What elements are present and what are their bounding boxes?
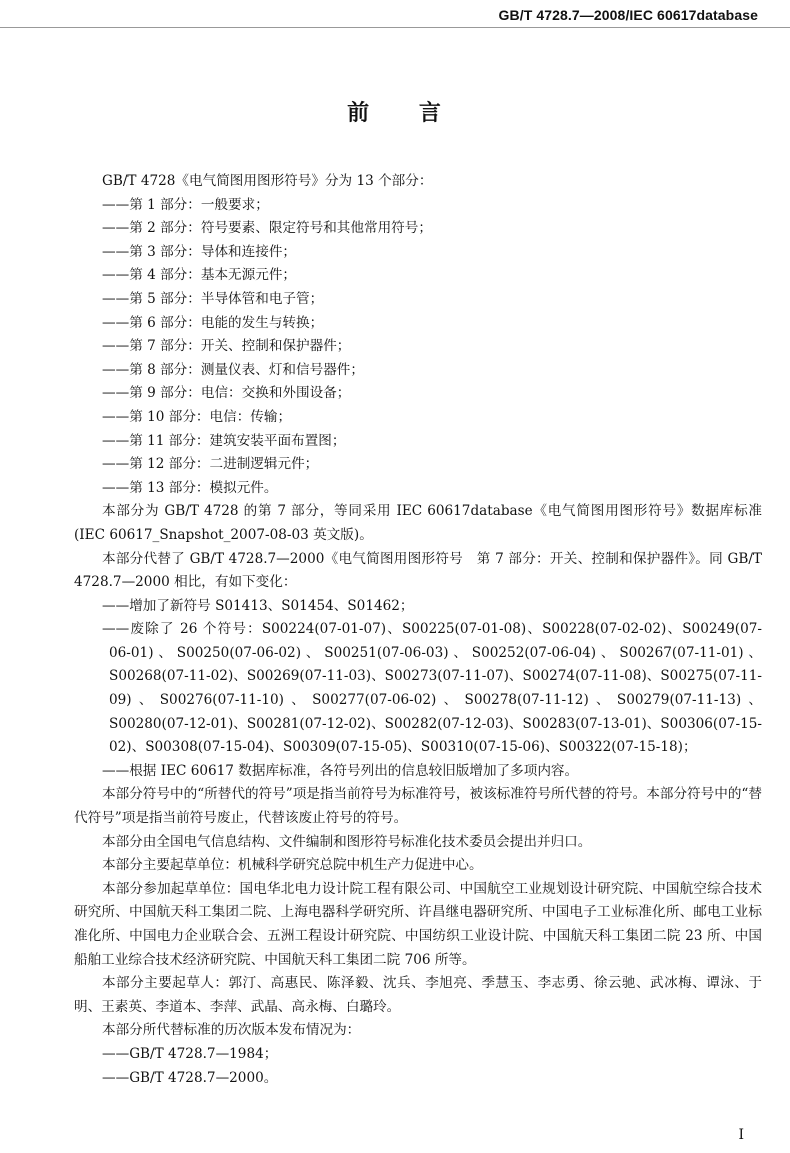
list-item: ——第 6 部分：电能的发生与转换；	[102, 314, 324, 331]
list-item: ——第 7 部分：开关、控制和保护器件；	[102, 338, 351, 355]
main-drafting-unit-paragraph: 本部分主要起草单位：机械科学研究总院中机生产力促进中心。	[102, 857, 483, 874]
page-number: I	[738, 1127, 744, 1143]
list-item: ——根据 IEC 60617 数据库标准，各符号列出的信息较旧版增加了多项内容。	[102, 762, 579, 779]
page-title	[0, 96, 790, 127]
history-intro-paragraph: 本部分所代替标准的历次版本发布情况为：	[102, 1022, 361, 1039]
list-item: ——第 12 部分：二进制逻辑元件；	[102, 456, 319, 473]
equivalence-paragraph: 本部分为 GB/T 4728 的第 7 部分，等同采用 IEC 60617database《电气简图用图形符号》数据库标准(IEC 60617_Snapshot_2007-08-03 英文版)。	[74, 503, 762, 543]
header-rule	[0, 27, 790, 28]
list-item: ——GB/T 4728.7—2000。	[102, 1069, 278, 1086]
list-item: ——第 5 部分：半导体管和电子管；	[102, 290, 324, 307]
list-item: ——第 4 部分：基本无源元件；	[102, 267, 297, 284]
list-item: ——增加了新符号 S01413、S01454、S01462；	[102, 597, 414, 614]
list-item: ——第 11 部分：建筑安装平面布置图；	[102, 432, 346, 449]
intro-paragraph: GB/T 4728《电气简图用图形符号》分为 13 个部分：	[102, 173, 433, 189]
list-item: ——第 2 部分：符号要素、限定符号和其他常用符号；	[102, 220, 432, 237]
list-item: ——废除了 26 个符号：S00224(07-01-07)、S00225(07-01-08)、S00228(07-02-02)、S00249(07-06-01)、S00250(07-06-02)、S00251(07-06-03)、S00252(07-06-04)、S00267(07-11-01)、S00268(07-11-02)、S00269(07-11-03)、S00273(07-11-07)、S00274(07-11-08)、S00275(07-11-09)、S00276(07-11-10)、S00277(07-06-02)、S00278(07-11-12)、S00279(07-11-13)、S00280(07-12-01)、S00281(07-12-02)、S00282(07-12-03)、S00283(07-13-01)、S00306(07-15-02)、S00308(07-15-04)、S00309(07-15-05)、S00310(07-15-06)、S00322(07-15-18)；	[102, 621, 762, 756]
list-item: ——第 1 部分：一般要求；	[102, 196, 269, 213]
foreword-body	[74, 170, 762, 1090]
proposed-by-paragraph: 本部分由全国电气信息结构、文件编制和图形符号标准化技术委员会提出并归口。	[102, 833, 592, 850]
list-item: ——第 13 部分：模拟元件。	[102, 479, 278, 496]
list-item: ——第 8 部分：测量仪表、灯和信号器件；	[102, 361, 364, 378]
history-list	[74, 1043, 762, 1090]
replaces-paragraph: 本部分代替了 GB/T 4728.7—2000《电气简图用图形符号 第 7 部分：开关、控制和保护器件》。同 GB/T 4728.7—2000 相比，有如下变化：	[74, 550, 762, 591]
symbol-note-paragraph: 本部分符号中的“所替代的符号”项是指当前符号为标准符号，被该标准符号所代替的符号。本部分符号中的“替代符号”项是指当前符号废止，代替该废止符号的符号。	[74, 786, 762, 827]
standard-header: GB/T 4728.7—2008/IEC 60617database	[498, 7, 758, 23]
changes-list	[74, 595, 762, 784]
title-char-1: 前	[347, 101, 372, 126]
title-char-2: 言	[418, 101, 443, 126]
list-item: ——GB/T 4728.7—1984；	[102, 1045, 278, 1062]
parts-list	[74, 194, 762, 501]
list-item: ——第 3 部分：导体和连接件；	[102, 243, 297, 260]
drafters-paragraph: 本部分主要起草人：郭汀、高惠民、陈泽毅、沈兵、李旭亮、季慧玉、李志勇、徐云驰、武冰梅、谭泳、于明、王素英、李道本、李萍、武晶、高永梅、白璐玲。	[74, 975, 762, 1015]
list-item: ——第 9 部分：电信：交换和外围设备；	[102, 385, 351, 402]
list-item: ——第 10 部分：电信：传输；	[102, 408, 292, 425]
participating-units-paragraph: 本部分参加起草单位：国电华北电力设计院工程有限公司、中国航空工业规划设计研究院、中国航空综合技术研究所、中国航天科工集团二院、上海电器科学研究所、许昌继电器研究所、中国电子工业标准化所、邮电工业标准化所、中国电力企业联合会、五洲工程设计研究院、中国纺织工业设计院、中国航天科工集团二院 23 所、中国船舶工业综合技术经济研究院、中国航天科工集团二院 706 所等。	[74, 880, 762, 968]
